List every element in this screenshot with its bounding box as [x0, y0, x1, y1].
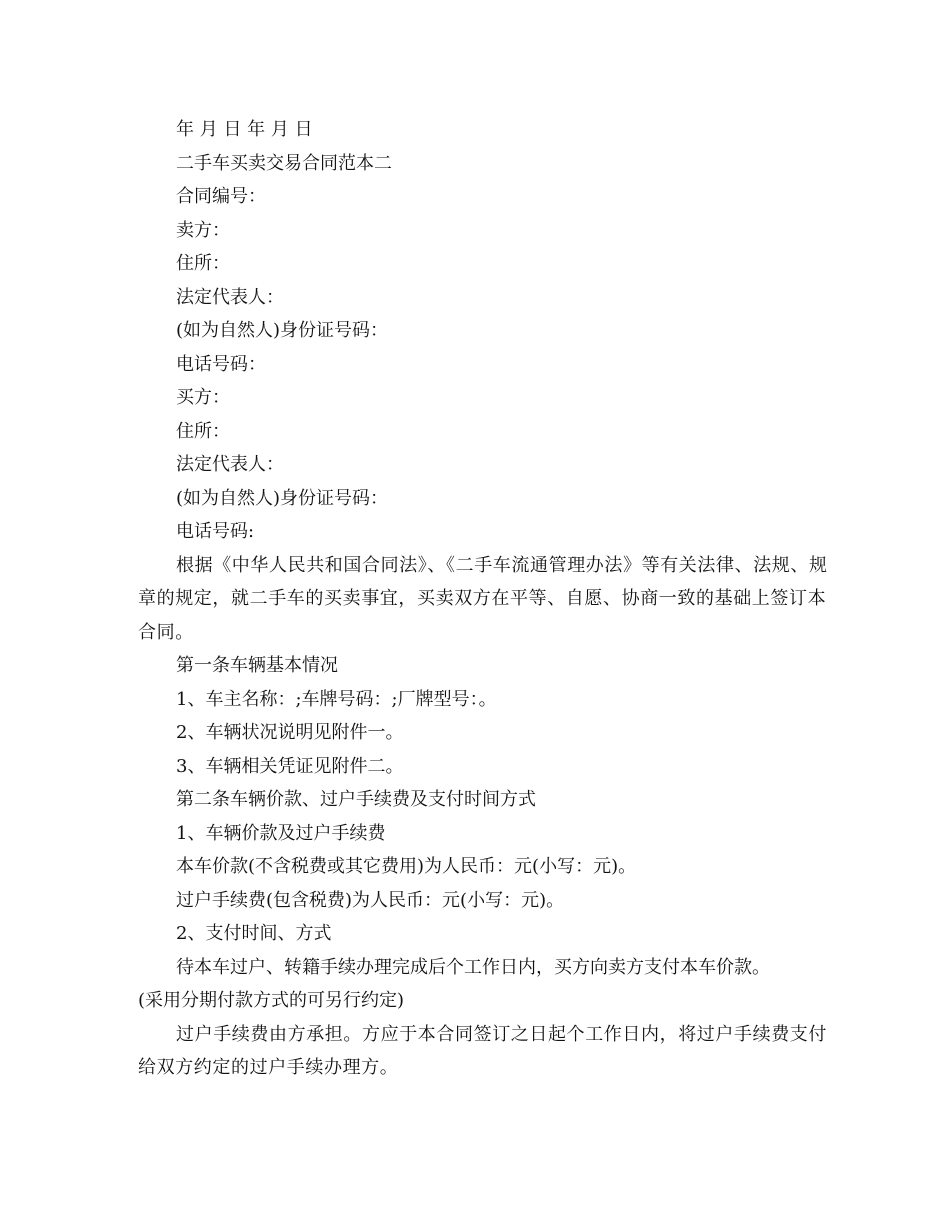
buyer-phone-field: 电话号码: — [176, 521, 255, 542]
seller-id-number-field: (如为自然人)身份证号码： — [176, 320, 389, 341]
transfer-fee-paragraph: 过户手续费由方承担。方应于本合同签订之日起个工作日内，将过户手续费支付给双方约定的过户手续办理方。 — [138, 1023, 827, 1078]
buyer-legal-rep-field: 法定代表人： — [176, 454, 284, 475]
article-two-heading: 第二条车辆价款、过户手续费及支付时间方式 — [176, 789, 536, 810]
article-two-item-1: 1、车辆价款及过户手续费 — [176, 822, 386, 844]
preamble-paragraph: 根据《中华人民共和国合同法》、《二手车流通管理办法》等有关法律、法规、规章的规定，就二手车的买卖事宜，买卖双方在平等、自愿、协商一致的基础上签订本合同。 — [138, 554, 828, 643]
buyer-address-field: 住所： — [176, 420, 230, 442]
buyer-id-number-field: (如为自然人)身份证号码： — [176, 487, 389, 509]
document-body — [138, 113, 828, 1085]
article-one-item-2: 2、车辆状况说明见附件一。 — [176, 722, 404, 743]
article-two-item-2: 2、支付时间、方式 — [176, 923, 332, 944]
seller-phone-field: 电话号码： — [176, 353, 266, 375]
document-title: 二手车买卖交易合同范本二 — [176, 152, 392, 174]
article-one-heading: 第一条车辆基本情况 — [176, 655, 338, 676]
date-line: 年 月 日 年 月 日 — [176, 119, 313, 140]
contract-number-field: 合同编号： — [176, 186, 266, 207]
vehicle-price-line: 本车价款(不含税费或其它费用)为人民币：元(小写：元)。 — [176, 856, 637, 877]
buyer-label: 买方： — [176, 387, 230, 408]
installment-note: (采用分期付款方式的可另行约定) — [138, 990, 405, 1011]
transfer-fee-line: 过户手续费(包含税费)为人民币：元(小写：元)。 — [176, 889, 565, 911]
article-one-item-3: 3、车辆相关凭证见附件二。 — [176, 755, 404, 777]
article-one-item-1: 1、车主名称：;车牌号码：;厂牌型号：。 — [176, 688, 497, 710]
payment-terms-paragraph: 待本车过户、转籍手续办理完成后个工作日内，买方向卖方支付本车价款。 — [176, 956, 770, 978]
seller-legal-rep-field: 法定代表人： — [176, 286, 284, 308]
seller-address-field: 住所： — [176, 253, 230, 274]
seller-label: 卖方： — [176, 219, 230, 241]
